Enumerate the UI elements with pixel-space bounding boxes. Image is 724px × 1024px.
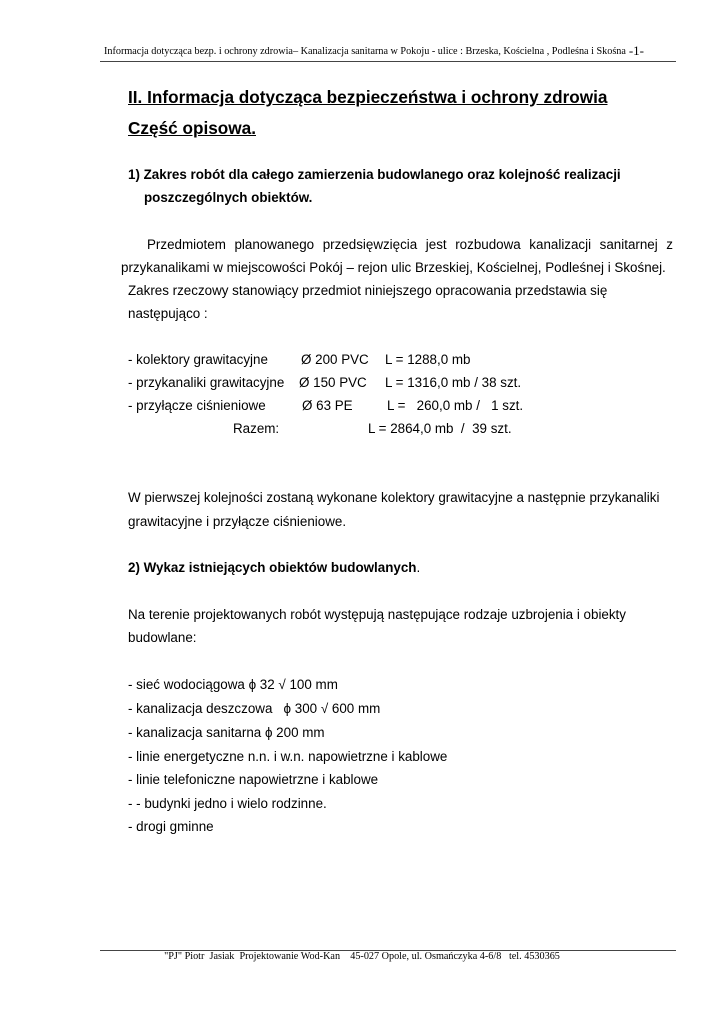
document-subtitle: Część opisowa.	[128, 118, 256, 138]
list-item: - drogi gminne	[128, 819, 214, 834]
page-number: -1-	[628, 43, 644, 58]
page-footer: "PJ" Piotr Jasiak Projektowanie Wod-Kan 45-027 Opole, ul. Osmańczyka 4-6/8 tel. 4530365	[164, 951, 560, 962]
item-length: L = 1288,0 mb	[385, 352, 471, 367]
list-item: - linie energetyczne n.n. i w.n. napowietrzne i kablowe	[128, 749, 448, 764]
paragraph-line: budowlane:	[128, 630, 197, 645]
document-title: II. Informacja dotycząca bezpieczeństwa i ochrony zdrowia	[128, 87, 608, 107]
item-length: L = 1316,0 mb / 38 szt.	[385, 375, 522, 390]
item-dimension: Ø 63 PE	[302, 398, 353, 413]
item-length: L = 260,0 mb / 1 szt.	[387, 398, 524, 413]
section2-heading-dot: .	[416, 560, 421, 575]
list-item: - linie telefoniczne napowietrzne i kablowe	[128, 772, 379, 787]
paragraph-line: grawitacyjne i przyłącze ciśnieniowe.	[128, 514, 347, 529]
item-name: - przyłącze ciśnieniowe	[128, 398, 266, 413]
list-item: - sieć wodociągowa ϕ 32 √ 100 mm	[128, 677, 338, 692]
paragraph-line: przykanalikami w miejscowości Pokój – rejon ulic Brzeskiej, Kościelnej, Podleśnej i Skośnej.	[121, 260, 666, 275]
total-label: Razem:	[233, 421, 280, 436]
paragraph-line: W pierwszej kolejności zostaną wykonane kolektory grawitacyjne a następnie przykanaliki	[128, 490, 660, 505]
item-dimension: Ø 150 PVC	[299, 375, 367, 390]
section2-heading: 2) Wykaz istniejących obiektów budowlanych	[128, 560, 417, 575]
item-name: - przykanaliki grawitacyjne	[128, 375, 285, 390]
page-header	[104, 43, 644, 58]
list-item: - kanalizacja sanitarna ϕ 200 mm	[128, 725, 325, 740]
paragraph-line: Przedmiotem planowanego przedsięwzięcia jest rozbudowa kanalizacji sanitarnej z	[147, 237, 673, 252]
paragraph-line: Zakres rzeczowy stanowiący przedmiot niniejszego opracowania przedstawia się	[128, 283, 608, 298]
section1-heading-cont: poszczególnych obiektów.	[144, 190, 313, 205]
item-dimension: Ø 200 PVC	[301, 352, 369, 367]
paragraph-line: Na terenie projektowanych robót występują następujące rodzaje uzbrojenia i obiekty	[128, 607, 626, 622]
section2-heading-line	[128, 560, 420, 575]
list-item: - kanalizacja deszczowa ϕ 300 √ 600 mm	[128, 701, 381, 716]
total-value: L = 2864,0 mb / 39 szt.	[368, 421, 512, 436]
paragraph-line: następująco :	[128, 306, 208, 321]
item-name: - kolektory grawitacyjne	[128, 352, 268, 367]
list-item: - - budynki jedno i wielo rodzinne.	[128, 796, 327, 811]
header-rule	[100, 61, 676, 62]
header-text: Informacja dotycząca bezp. i ochrony zdrowia– Kanalizacja sanitarna w Pokoju - ulice : Brzeska, Kościelna , Podleśna i Skośna	[104, 46, 626, 57]
section1-heading: 1) Zakres robót dla całego zamierzenia budowlanego oraz kolejność realizacji	[128, 167, 621, 182]
